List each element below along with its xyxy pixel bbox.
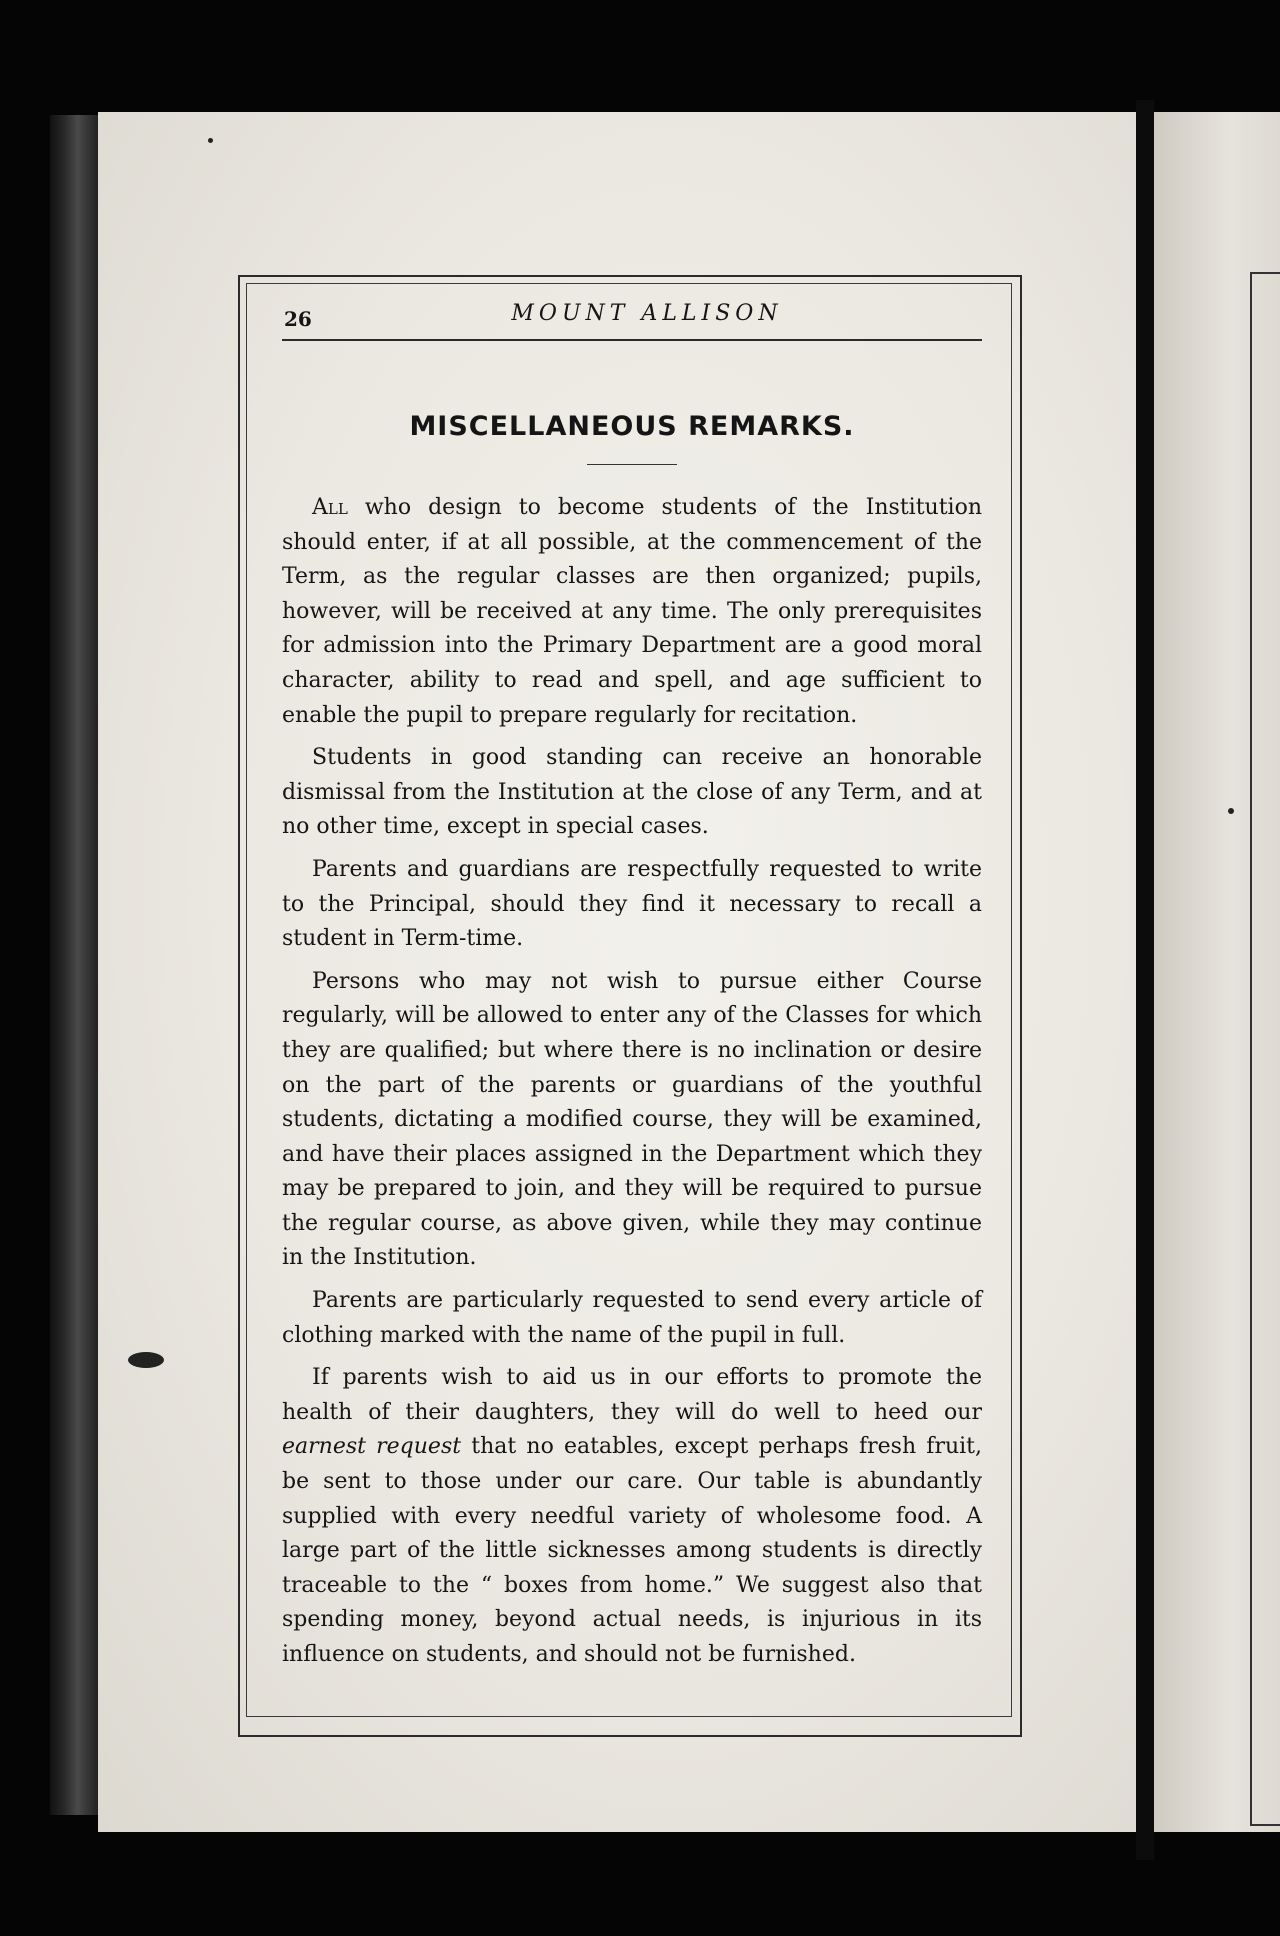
book-gutter (1136, 100, 1154, 1860)
title-rule (587, 464, 677, 465)
emphasis-text: earnest request (282, 1434, 462, 1460)
facing-page-edge (1154, 112, 1280, 1832)
section-title: MISCELLANEOUS REMARKS. (409, 411, 855, 442)
paragraph-irregular-students: Persons who may not wish to pursue either Course regularly, will be allowed to enter any of the Classes for which they are qualified; but where there is no inclination or desire on the part of the parents or guardians of the youthful students, dictating a modified course, they will be examined, and have their places assigned in the Department which they may be prepared to join, and they will be required to pursue the regular course, as above given, while they may continue in the Institution. (282, 968, 982, 1271)
paragraph-text: If parents wish to aid us in our efforts to promote the health of their daughters, they will do well to heed our (282, 1365, 982, 1425)
page-header (282, 295, 982, 341)
ink-blot (128, 1352, 164, 1368)
facing-page-border (1250, 272, 1280, 1826)
paragraph-dismissal: Students in good standing can receive an honorable dismissal from the Institution at the close of any Term, and at no other time, except in special cases. (282, 745, 982, 840)
running-head: MOUNT ALLISON (511, 301, 783, 326)
paragraph-clothing: Parents are particularly requested to send every article of clothing marked with the name of the pupil in full. (282, 1288, 982, 1348)
page-number: 26 (284, 307, 312, 331)
ink-speck (1228, 808, 1234, 814)
paragraph-admission (282, 491, 982, 733)
book-spine (50, 115, 100, 1815)
paragraph-recall: Parents and guardians are respectfully requested to write to the Principal, should they find it necessary to recall a student in Term-time. (282, 856, 982, 952)
paragraph-text: who design to become students of the Institution should enter, if at all possible, at the commencement of the Term, as the regular classes are then organized; pupils, however, will be received at any time. The only prerequisites for admission into the Primary Department are a good moral character, ability to read and spell, and age sufficient to enable the pupil to prepare regularly for recitation. (282, 495, 982, 728)
paragraph-lead-word: All (312, 495, 348, 520)
ink-speck (208, 138, 213, 143)
paragraph-text: that no eatables, except perhaps fresh fruit, be sent to those under our care. Our table is abundantly supplied with every needful variety of wholesome food. A large part of the little sicknesses among students is directly traceable to the “ boxes from home.” We suggest also that spending money, beyond actual needs, is injurious in its influence on students, and should not be furnished. (282, 1434, 983, 1667)
paragraph-eatables (282, 1361, 982, 1672)
page-content (282, 295, 982, 1681)
